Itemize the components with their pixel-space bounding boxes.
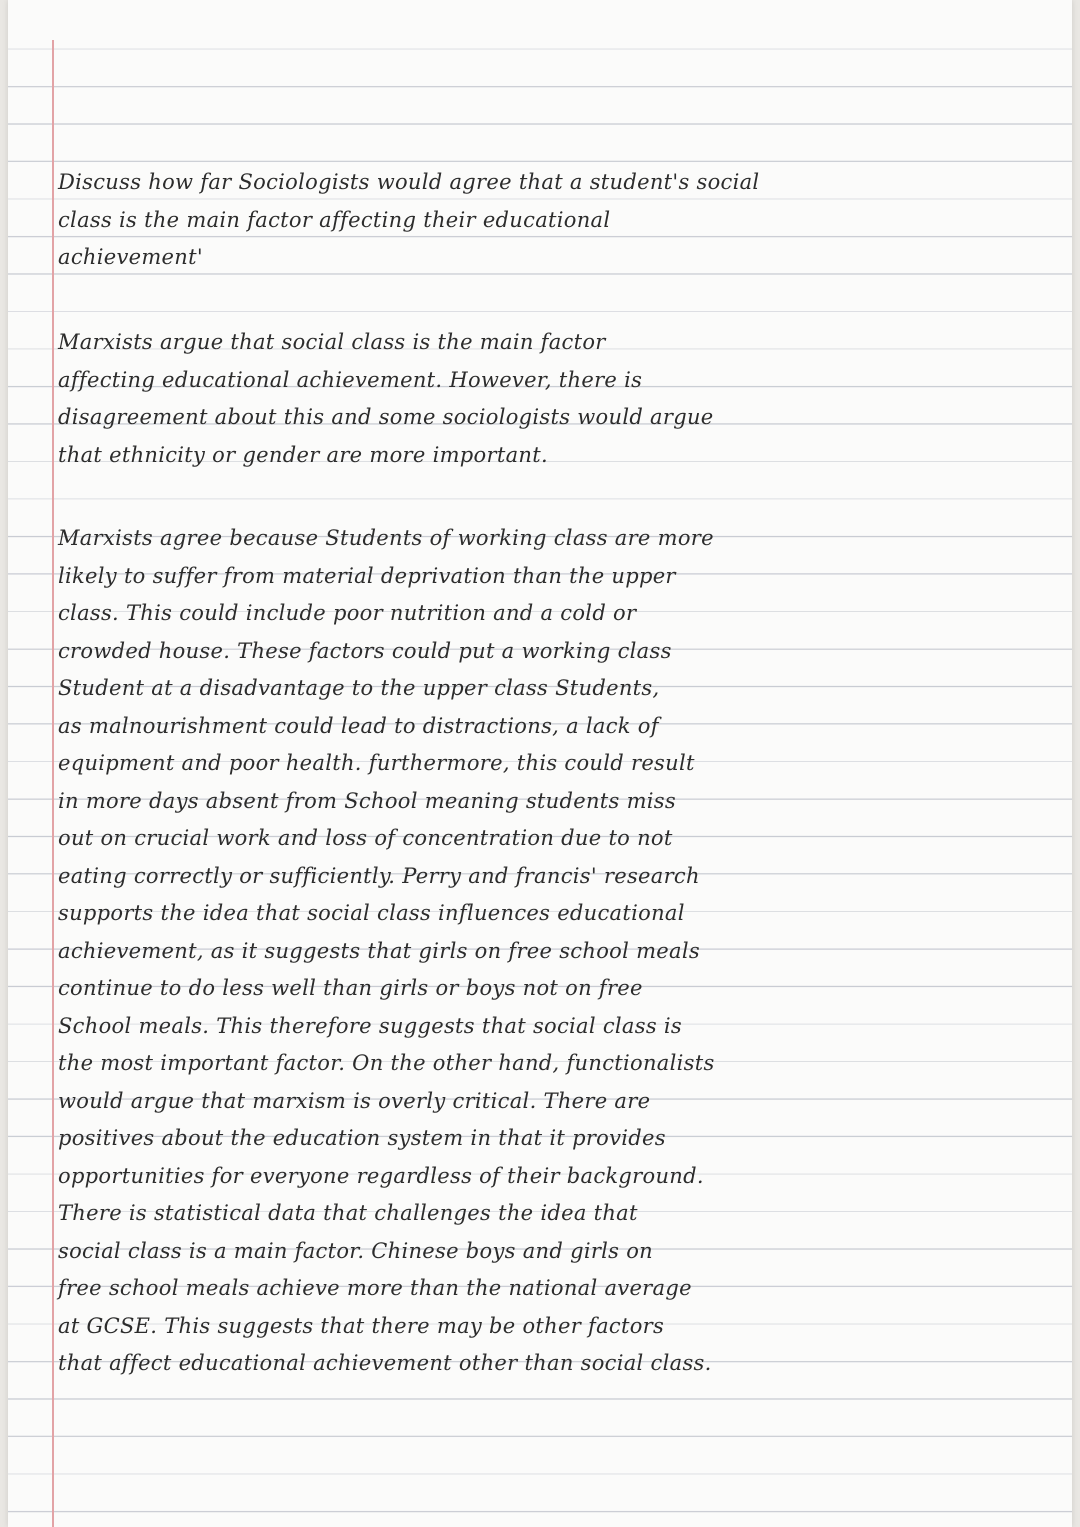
body-line: in more days absent from School meaning students miss xyxy=(58,788,676,813)
intro-line: affecting educational achievement. However, there is xyxy=(58,367,643,392)
body-line: opportunities for everyone regardless of their background. xyxy=(58,1163,704,1188)
question-line: class is the main factor affecting their educational xyxy=(58,207,611,232)
body-line: crowded house. These factors could put a working class xyxy=(58,638,672,663)
body-line: eating correctly or sufficiently. Perry and francis' research xyxy=(58,863,700,888)
body-paragraph xyxy=(58,520,1048,1383)
body-line: free school meals achieve more than the national average xyxy=(58,1276,692,1300)
body-line: out on crucial work and loss of concentration due to not xyxy=(58,826,673,850)
margin-line xyxy=(52,40,54,1527)
intro-line: that ethnicity or gender are more important. xyxy=(58,442,548,467)
question-line: achievement' xyxy=(58,245,203,269)
body-line: achievement, as it suggests that girls on free school meals xyxy=(58,938,700,963)
body-line: social class is a main factor. Chinese boys and girls on xyxy=(58,1238,654,1263)
body-line: class. This could include poor nutrition and a cold or xyxy=(58,601,637,625)
body-line: There is statistical data that challenges the idea that xyxy=(58,1201,638,1225)
intro-paragraph xyxy=(58,324,1048,474)
body-line: Marxists agree because Students of working class are more xyxy=(58,526,714,550)
body-line: equipment and poor health. furthermore, this could result xyxy=(58,751,695,775)
body-line: at GCSE. This suggests that there may be other factors xyxy=(58,1313,665,1338)
body-line: continue to do less well than girls or boys not on free xyxy=(58,976,643,1000)
body-line: would argue that marxism is overly critical. There are xyxy=(58,1088,651,1113)
question-text xyxy=(58,164,1048,277)
body-line: that affect educational achievement other than social class. xyxy=(58,1351,712,1375)
question-line: Discuss how far Sociologists would agree that a student's social xyxy=(58,170,760,194)
body-line: likely to suffer from material deprivation than the upper xyxy=(58,563,676,588)
intro-line: Marxists argue that social class is the main factor xyxy=(58,330,606,354)
body-line: the most important factor. On the other hand, functionalists xyxy=(58,1051,715,1075)
body-line: positives about the education system in that it provides xyxy=(58,1126,666,1150)
body-line: School meals. This therefore suggests that social class is xyxy=(58,1013,682,1038)
body-line: as malnourishment could lead to distractions, a lack of xyxy=(58,713,659,738)
lined-paper-sheet xyxy=(8,0,1072,1527)
body-line: Student at a disadvantage to the upper class Students, xyxy=(58,676,660,700)
body-line: supports the idea that social class influences educational xyxy=(58,901,685,925)
intro-line: disagreement about this and some sociologists would argue xyxy=(58,405,714,429)
